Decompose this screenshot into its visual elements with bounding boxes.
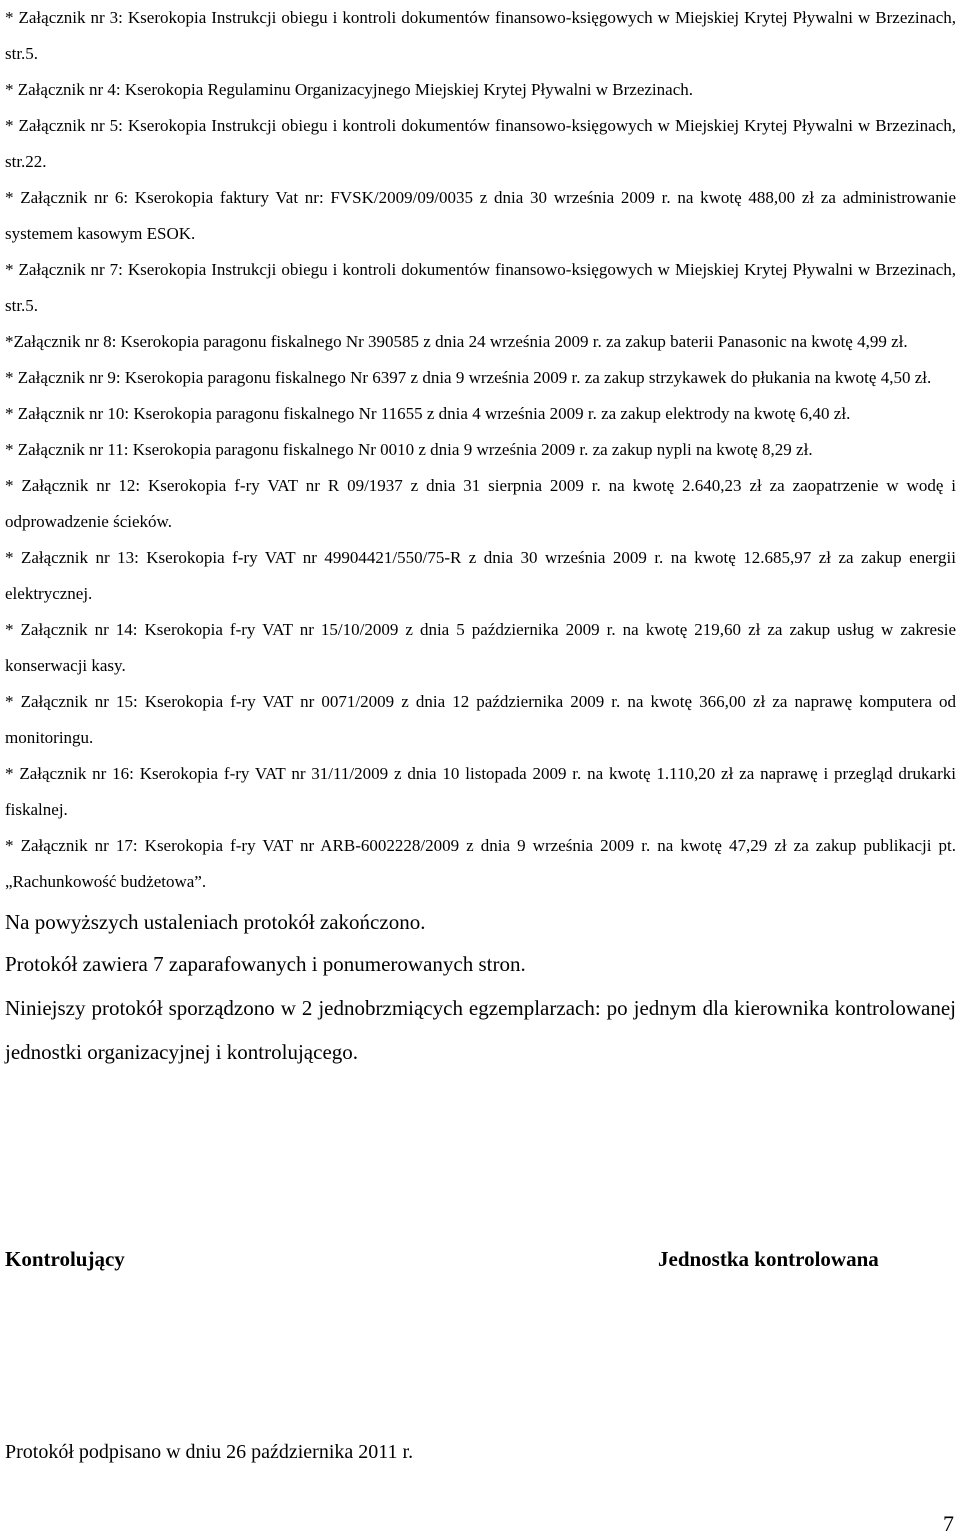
attachment-item: * Załącznik nr 14: Kserokopia f-ry VAT nr 15/10/2009 z dnia 5 października 2009 r. na kwotę 219,60 zł za zakup usług w zakresie konserwacji kasy. [5, 620, 956, 675]
attachment-item: * Załącznik nr 13: Kserokopia f-ry VAT nr 49904421/550/75-R z dnia 30 września 2009 r. na kwotę 12.685,97 zł za zakup energii elektrycznej. [5, 548, 956, 603]
attachments-list [5, 0, 956, 900]
attachment-item: * Załącznik nr 9: Kserokopia paragonu fiskalnego Nr 6397 z dnia 9 września 2009 r. za zakup strzykawek do płukania na kwotę 4,50 zł. [5, 368, 932, 387]
attachment-item: * Załącznik nr 17: Kserokopia f-ry VAT nr ARB-6002228/2009 z dnia 9 września 2009 r. na kwotę 47,29 zł za zakup publikacji pt. „Rachunkowość budżetowa”. [5, 836, 956, 891]
attachment-item: * Załącznik nr 3: Kserokopia Instrukcji obiegu i kontroli dokumentów finansowo-księgowych w Miejskiej Krytej Pływalni w Brzezinach, str.5. [5, 8, 956, 63]
attachment-item: * Załącznik nr 6: Kserokopia faktury Vat nr: FVSK/2009/09/0035 z dnia 30 września 2009 r. na kwotę 488,00 zł za administrowanie systemem kasowym ESOK. [5, 188, 956, 243]
page-count-statement: Protokół zawiera 7 zaparafowanych i ponumerowanych stron. [5, 952, 526, 976]
signing-date-note: Protokół podpisano w dniu 26 października 2011 r. [5, 1441, 414, 1463]
attachment-item: * Załącznik nr 11: Kserokopia paragonu fiskalnego Nr 0010 z dnia 9 września 2009 r. za zakup nypli na kwotę 8,29 zł. [5, 440, 813, 459]
signature-inspector: Kontrolujący [5, 1247, 125, 1271]
attachment-item: *Załącznik nr 8: Kserokopia paragonu fiskalnego Nr 390585 z dnia 24 września 2009 r. za zakup baterii Panasonic na kwotę 4,99 zł. [5, 332, 908, 351]
signature-block [5, 1247, 956, 1283]
attachment-item: * Załącznik nr 10: Kserokopia paragonu fiskalnego Nr 11655 z dnia 4 września 2009 r. za zakup elektrody na kwotę 6,40 zł. [5, 404, 851, 423]
copies-statement: Niniejszy protokół sporządzono w 2 jednobrzmiących egzemplarzach: po jednym dla kierownika kontrolowanej jednostki organizacyjnej i kontrolującego. [5, 996, 956, 1064]
attachment-item: * Załącznik nr 5: Kserokopia Instrukcji obiegu i kontroli dokumentów finansowo-księgowych w Miejskiej Krytej Pływalni w Brzezinach, str.22. [5, 116, 956, 171]
closing-statement: Na powyższych ustaleniach protokół zakończono. [5, 910, 426, 934]
attachment-item: * Załącznik nr 7: Kserokopia Instrukcji obiegu i kontroli dokumentów finansowo-księgowych w Miejskiej Krytej Pływalni w Brzezinach, str.5. [5, 260, 956, 315]
attachment-item: * Załącznik nr 4: Kserokopia Regulaminu Organizacyjnego Miejskiej Krytej Pływalni w Brzezinach. [5, 80, 693, 99]
attachment-item: * Załącznik nr 15: Kserokopia f-ry VAT nr 0071/2009 z dnia 12 października 2009 r. na kwotę 366,00 zł za naprawę komputera od monitoringu. [5, 692, 956, 747]
signature-unit: Jednostka kontrolowana [658, 1247, 879, 1271]
attachment-item: * Załącznik nr 12: Kserokopia f-ry VAT nr R 09/1937 z dnia 31 sierpnia 2009 r. na kwotę 2.640,23 zł za zaopatrzenie w wodę i odprowadzenie ścieków. [5, 476, 956, 531]
document-page [5, 0, 956, 1074]
attachment-item: * Załącznik nr 16: Kserokopia f-ry VAT nr 31/11/2009 z dnia 10 listopada 2009 r. na kwotę 1.110,20 zł za naprawę i przegląd drukarki fiskalnej. [5, 764, 956, 819]
page-number: 7 [943, 1511, 954, 1536]
